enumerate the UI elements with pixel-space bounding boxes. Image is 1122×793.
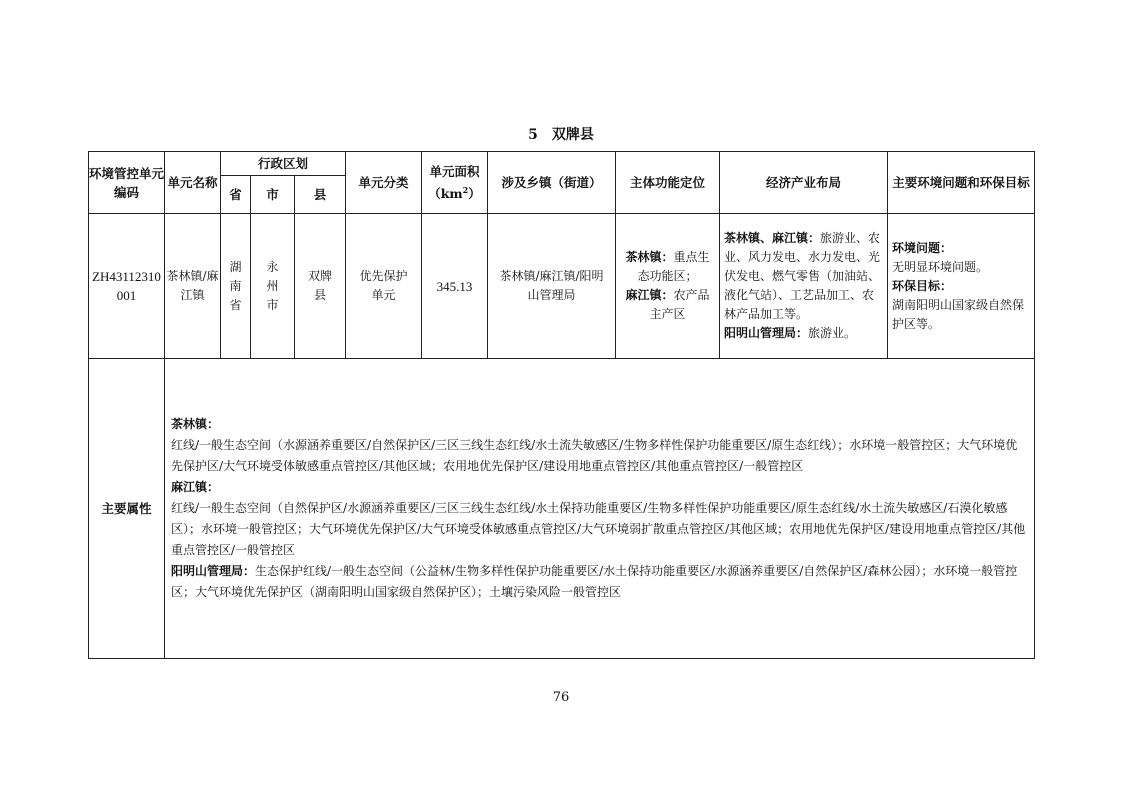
header-name: 单元名称 <box>165 152 221 214</box>
header-category: 单元分类 <box>346 152 422 214</box>
cell-towns: 茶林镇/麻江镇/阳明山管理局 <box>488 214 616 359</box>
cell-issues: 环境问题： 无明显环境问题。 环保目标： 湖南阳明山国家级自然保护区等。 <box>888 214 1035 359</box>
header-economy: 经济产业布局 <box>720 152 888 214</box>
section-title: 5 双牌县 <box>528 127 594 143</box>
cell-area: 345.13 <box>422 214 488 359</box>
header-province: 省 <box>221 176 251 214</box>
header-city: 市 <box>251 176 295 214</box>
header-function: 主体功能定位 <box>616 152 720 214</box>
cell-city: 永州市 <box>251 214 295 359</box>
control-unit-table <box>88 151 1035 659</box>
header-issues: 主要环境问题和环保目标 <box>888 152 1035 214</box>
cell-province: 湖南省 <box>221 214 251 359</box>
header-area: 单元面积 $(km^2)$ <box>422 152 488 214</box>
cell-name: 茶林镇/麻江镇 <box>165 214 221 359</box>
cell-function: 茶林镇：重点生态功能区； 麻江镇：农产品主产区 <box>616 214 720 359</box>
cell-code: ZH43112310001 <box>89 214 165 359</box>
header-towns: 涉及乡镇（街道） <box>488 152 616 214</box>
attributes-content: 茶林镇： 红线/一般生态空间（水源涵养重要区/自然保护区/三区三线生态红线/水土流失敏感区/生物多样性保护功能重要区/原生态红线）；水环境一般管控区；大气环境优先保护区/大气环境受体敏感重点管控区/其他区域；农用地优先保护区/建设用地重点管控区/其他重点管控区/一般管控区 麻江镇： 红线/一般生态空间（自然保护区/水源涵养重要区/三区三线生态红线/水土保持功能重要区/生物多样性保护功能重要区/原生态红线/水土流失敏感区/石漠化敏感区）；水环境一般管控区；大气环境优先保护区/大气环境受体敏感重点管控区/大气环境弱扩散重点管控区/其他区域；农用地优先保护区/建设用地重点管控区/其他重点管控区/一般管控区 阳明山管理局：生态保护红线/一般生态空间（公益林/生物多样性保护功能重要区/水土保持功能重要区/水源涵养重要区/自然保护区/森林公园）；水环境一般管控区；大气环境优先保护区（湖南阳明山国家级自然保护区）；土壤污染风险一般管控区 <box>165 359 1035 659</box>
attributes-label: 主要属性 <box>89 359 165 659</box>
header-admin: 行政区划 <box>221 152 346 176</box>
page-number: 76 <box>552 690 570 705</box>
cell-county: 双牌县 <box>295 214 346 359</box>
cell-economy: 茶林镇、麻江镇：旅游业、农业、风力发电、水力发电、光伏发电、燃气零售（加油站、液化气站）、工艺品加工、农林产品加工等。 阳明山管理局：旅游业。 <box>720 214 888 359</box>
header-county: 县 <box>295 176 346 214</box>
cell-category: 优先保护单元 <box>346 214 422 359</box>
header-code: 环境管控单元编码 <box>89 152 165 214</box>
